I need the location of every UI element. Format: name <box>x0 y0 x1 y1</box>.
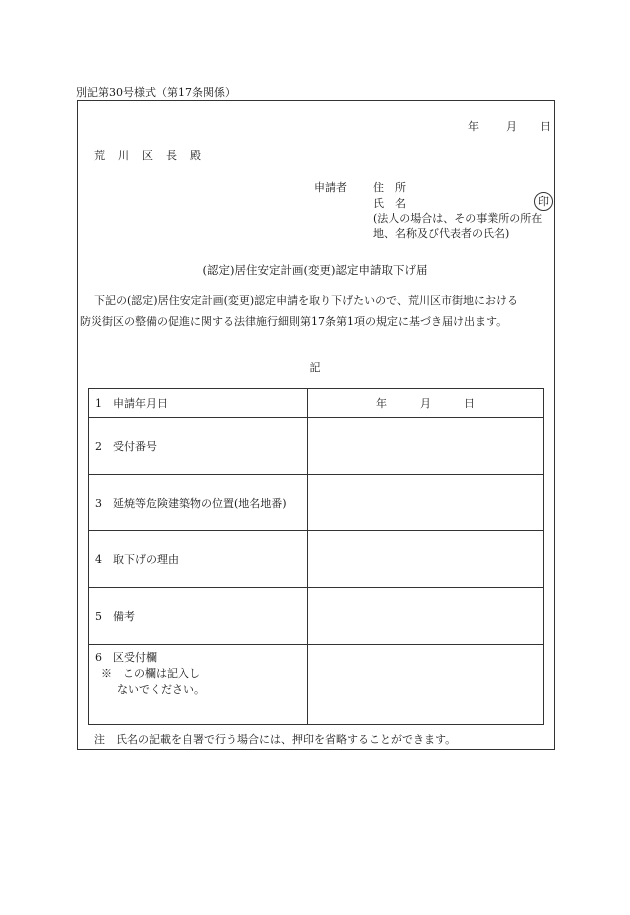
item-label: 5 備考 <box>89 588 308 645</box>
items-table <box>88 388 544 725</box>
item-label: 2 受付番号 <box>89 418 308 475</box>
seal-mark: 印 <box>534 192 553 211</box>
body-text-line1: 下記の(認定)居住安定計画(変更)認定申請を取り下げたいので、荒川区市街地における <box>94 294 518 307</box>
item-value <box>308 418 544 475</box>
table-row <box>89 418 544 475</box>
addressee-char: 殿 <box>190 149 201 162</box>
item-label: 3 延焼等危険建築物の位置(地名地番) <box>89 475 308 531</box>
item-label: 1 申請年月日 <box>89 389 308 418</box>
item-value: 年 月 日 <box>308 389 544 418</box>
corporate-note-line2: 地、名称及び代表者の氏名) <box>373 227 510 240</box>
reception-note-line2: ないでください。 <box>117 683 205 696</box>
reception-note-line1: ※ この欄は記入し <box>101 667 200 680</box>
addressee-char: 区 <box>142 149 153 162</box>
table-row <box>89 531 544 588</box>
item-value <box>308 475 544 531</box>
footnote: 注 氏名の記載を自署で行う場合には、押印を省略することができます。 <box>94 733 457 746</box>
addressee-char: 川 <box>118 149 129 162</box>
date-day-label: 日 <box>540 120 551 133</box>
table-row <box>89 389 544 418</box>
reception-cell <box>89 645 308 725</box>
item-label: 4 取下げの理由 <box>89 531 308 588</box>
document-title: (認定)居住安定計画(変更)認定申請取下げ届 <box>202 263 428 277</box>
item-value <box>308 588 544 645</box>
address-label: 住 所 <box>373 181 406 194</box>
applicant-label: 申請者 <box>314 181 347 194</box>
addressee <box>94 147 214 163</box>
name-label: 氏 名 <box>373 197 406 210</box>
addressee-char: 長 <box>166 149 177 162</box>
table-row <box>89 588 544 645</box>
form-caption: 別記第30号様式（第17条関係） <box>76 86 236 99</box>
ki-heading: 記 <box>309 361 321 374</box>
item-value <box>308 531 544 588</box>
table-row <box>89 475 544 531</box>
corporate-note-line1: (法人の場合は、その事業所の所在 <box>373 212 543 225</box>
date-year-label: 年 <box>468 120 479 133</box>
table-row <box>89 645 544 725</box>
body-text-line2: 防災街区の整備の促進に関する法律施行細則第17条第1項の規定に基づき届け出ます。 <box>80 315 508 328</box>
addressee-char: 荒 <box>94 149 105 162</box>
date-month-label: 月 <box>506 120 517 133</box>
item-value <box>308 645 544 725</box>
item-label: 6 区受付欄 <box>95 651 157 664</box>
